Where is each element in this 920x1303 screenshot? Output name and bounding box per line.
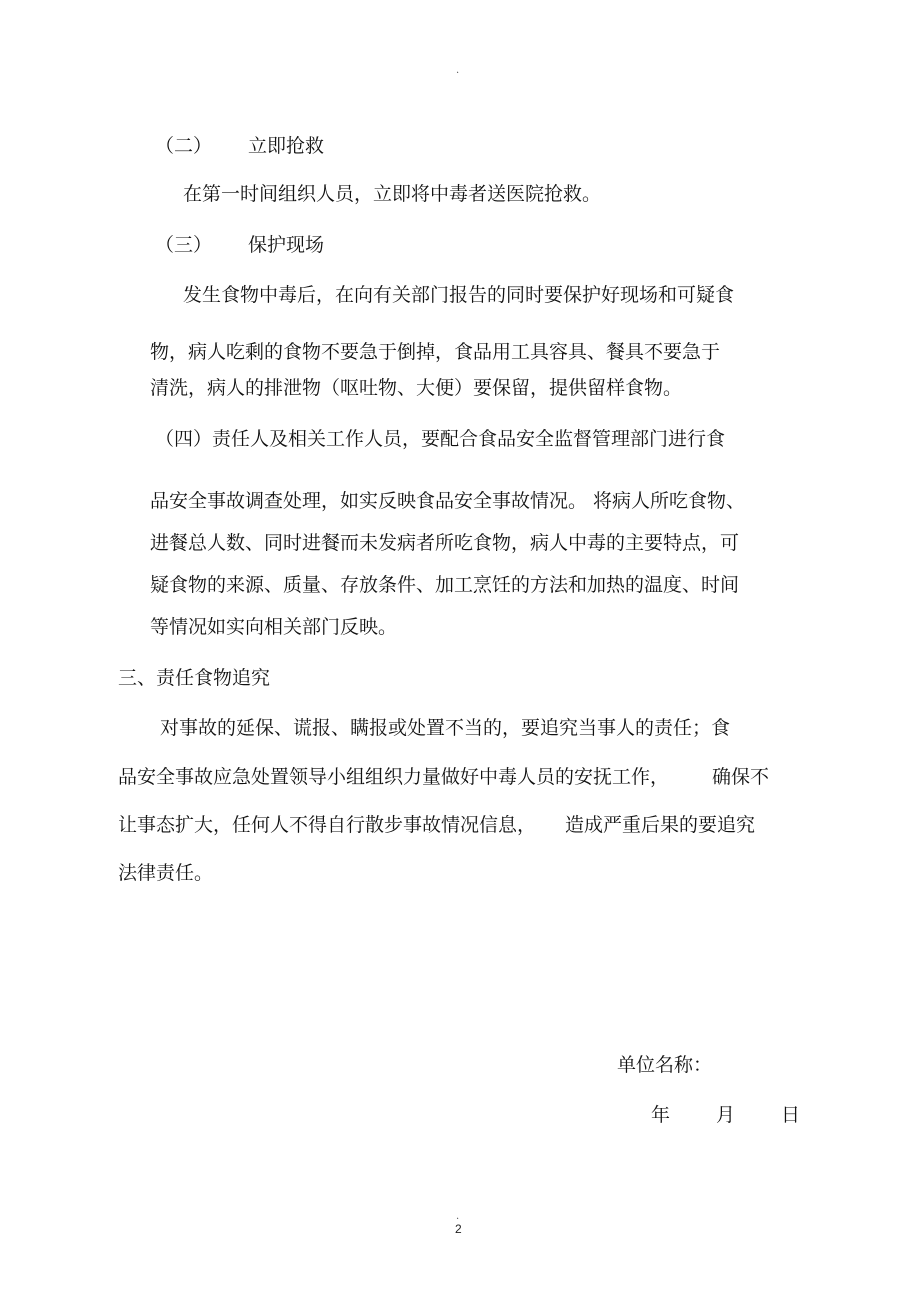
- footer-mark: .: [456, 1211, 460, 1222]
- part-3-line-4: 法律责任。: [118, 862, 214, 884]
- header-mark: .: [456, 65, 460, 76]
- part-3-line-3-main: 让事态扩大，任何人不得自行散步事故情况信息，: [118, 814, 537, 836]
- part-3-line-3-tail: 造成严重后果的要追究: [565, 814, 756, 836]
- section-3-heading: [155, 233, 324, 257]
- unit-name-label: 单位名称：: [617, 1054, 713, 1076]
- page-number: 2: [455, 1222, 462, 1236]
- part-3-line-3: [118, 813, 755, 837]
- section-4-line-2: 品安全事故调查处理，如实反映食品安全事故情况。 将病人所吃食物、: [150, 490, 746, 512]
- section-4-line-1: （四）责任人及相关工作人员，要配合食品安全监督管理部门进行食: [155, 428, 726, 450]
- section-3-title: 保护现场: [248, 234, 325, 256]
- section-2-heading: [155, 134, 324, 158]
- section-2-title: 立即抢救: [248, 135, 325, 157]
- date-day: 日: [781, 1104, 801, 1126]
- section-4-line-4: 疑食物的来源、质量、存放条件、加工烹饪的方法和加热的温度、时间: [150, 574, 740, 596]
- section-2-number: （二）: [155, 135, 213, 157]
- section-3-body-line-3: 清洗，病人的排泄物（呕吐物、大便）要保留，提供留样食物。: [150, 377, 683, 399]
- part-3-line-2-main: 品安全事故应急处置领导小组组织力量做好中毒人员的安抚工作，: [118, 766, 670, 788]
- section-3-body-line-1: 发生食物中毒后，在向有关部门报告的同时要保护好现场和可疑食: [183, 284, 735, 306]
- part-3-line-2: [118, 765, 769, 789]
- section-3-body-line-2: 物，病人吃剩的食物不要急于倒掉，食品用工具容具、餐具不要急于: [150, 341, 721, 363]
- part-3-line-2-tail: 确保不: [712, 766, 770, 788]
- part-3-line-1: 对事故的延保、谎报、瞒报或处置不当的，要追究当事人的责任；食: [160, 717, 731, 739]
- section-3-number: （三）: [155, 234, 213, 256]
- section-4-line-3: 进餐总人数、同时进餐而未发病者所吃食物，病人中毒的主要特点，可: [150, 532, 740, 554]
- section-4-line-5: 等情况如实向相关部门反映。: [150, 616, 398, 638]
- section-2-body: 在第一时间组织人员，立即将中毒者送医院抢救。: [183, 183, 602, 205]
- part-3-heading: 三、责任食物追究: [118, 667, 271, 689]
- date-month: 月: [716, 1104, 736, 1126]
- date-year: 年: [651, 1104, 671, 1126]
